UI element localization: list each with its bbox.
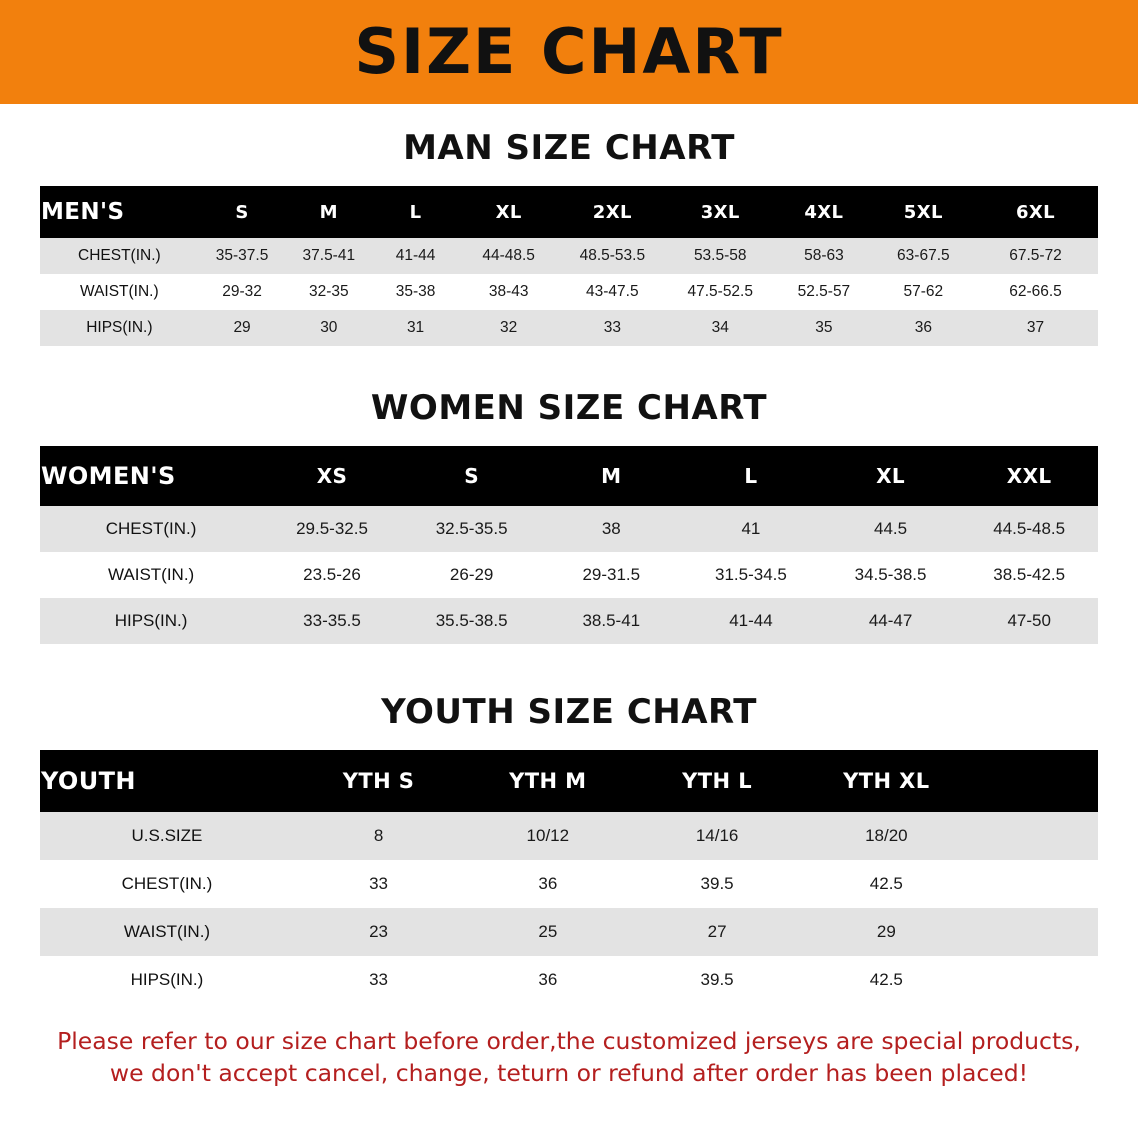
column-header-3xl: 3XL <box>666 186 774 238</box>
table-cell: 18/20 <box>802 812 971 860</box>
column-header-xl: XL <box>821 446 961 506</box>
order-policy-note <box>34 1026 1104 1089</box>
table-cell: 42.5 <box>802 860 971 908</box>
row-label: WAIST(IN.) <box>40 552 262 598</box>
column-header-yth-m: YTH M <box>463 750 632 812</box>
youth-table-body <box>40 812 1098 1004</box>
column-header-spacer <box>971 750 1098 812</box>
table-cell: 29-32 <box>199 274 286 310</box>
table-header-row <box>40 186 1098 238</box>
youth-header-label: YOUTH <box>40 750 294 812</box>
table-cell: 47.5-52.5 <box>666 274 774 310</box>
table-cell: 10/12 <box>463 812 632 860</box>
column-header-s: S <box>402 446 542 506</box>
table-row <box>40 274 1098 310</box>
table-cell: 25 <box>463 908 632 956</box>
column-header-l: L <box>372 186 459 238</box>
column-header-l: L <box>681 446 821 506</box>
column-header-yth-xl: YTH XL <box>802 750 971 812</box>
table-row <box>40 238 1098 274</box>
table-cell: 8 <box>294 812 463 860</box>
row-label: HIPS(IN.) <box>40 956 294 1004</box>
table-row <box>40 598 1098 644</box>
table-cell: 58-63 <box>774 238 873 274</box>
table-row <box>40 908 1098 956</box>
column-header-6xl: 6XL <box>973 186 1098 238</box>
man-table-wrap <box>0 186 1138 346</box>
table-cell: 62-66.5 <box>973 274 1098 310</box>
youth-section-title: YOUTH SIZE CHART <box>381 692 757 732</box>
table-row <box>40 812 1098 860</box>
table-cell: 38.5-41 <box>541 598 681 644</box>
column-header-s: S <box>199 186 286 238</box>
table-cell: 67.5-72 <box>973 238 1098 274</box>
women-header-label: WOMEN'S <box>40 446 262 506</box>
table-cell: 37 <box>973 310 1098 346</box>
table-cell: 38.5-42.5 <box>960 552 1098 598</box>
table-cell: 44.5-48.5 <box>960 506 1098 552</box>
table-cell: 38-43 <box>459 274 558 310</box>
youth-size-table <box>40 750 1098 1004</box>
table-cell: 35-37.5 <box>199 238 286 274</box>
table-row <box>40 956 1098 1004</box>
table-cell: 44.5 <box>821 506 961 552</box>
column-header-xl: XL <box>459 186 558 238</box>
women-size-table <box>40 446 1098 644</box>
note-line-2: we don't accept cancel, change, teturn or refund after order has been placed! <box>109 1058 1029 1087</box>
table-cell: 44-47 <box>821 598 961 644</box>
table-cell-spacer <box>971 956 1098 1004</box>
table-cell: 48.5-53.5 <box>558 238 666 274</box>
table-header-row <box>40 750 1098 812</box>
table-cell: 31 <box>372 310 459 346</box>
table-cell: 29.5-32.5 <box>262 506 402 552</box>
table-cell: 29-31.5 <box>541 552 681 598</box>
table-cell: 57-62 <box>874 274 973 310</box>
column-header-4xl: 4XL <box>774 186 873 238</box>
table-row <box>40 310 1098 346</box>
table-cell: 32.5-35.5 <box>402 506 542 552</box>
youth-table-head <box>40 750 1098 812</box>
women-table-head <box>40 446 1098 506</box>
column-header-m: M <box>285 186 372 238</box>
row-label: U.S.SIZE <box>40 812 294 860</box>
table-cell: 31.5-34.5 <box>681 552 821 598</box>
table-cell: 35.5-38.5 <box>402 598 542 644</box>
table-cell: 53.5-58 <box>666 238 774 274</box>
man-header-label: MEN'S <box>40 186 199 238</box>
table-cell: 33 <box>294 956 463 1004</box>
table-cell: 36 <box>463 860 632 908</box>
column-header-xxl: XXL <box>960 446 1098 506</box>
column-header-m: M <box>541 446 681 506</box>
man-table-body <box>40 238 1098 346</box>
table-cell: 29 <box>199 310 286 346</box>
table-cell: 47-50 <box>960 598 1098 644</box>
table-cell: 14/16 <box>632 812 801 860</box>
table-cell: 37.5-41 <box>285 238 372 274</box>
column-header-yth-l: YTH L <box>632 750 801 812</box>
table-cell: 41 <box>681 506 821 552</box>
table-cell: 44-48.5 <box>459 238 558 274</box>
table-cell: 63-67.5 <box>874 238 973 274</box>
page-title: SIZE CHART <box>354 15 784 88</box>
women-table-wrap <box>0 446 1138 644</box>
man-section-title: MAN SIZE CHART <box>403 128 735 168</box>
youth-table-wrap <box>0 750 1138 1004</box>
table-cell: 33 <box>558 310 666 346</box>
table-cell: 41-44 <box>681 598 821 644</box>
note-line-1: Please refer to our size chart before order,the customized jerseys are special products, <box>57 1027 1081 1055</box>
table-row <box>40 860 1098 908</box>
table-cell: 38 <box>541 506 681 552</box>
row-label: WAIST(IN.) <box>40 908 294 956</box>
women-table-body <box>40 506 1098 644</box>
row-label: CHEST(IN.) <box>40 860 294 908</box>
page-banner <box>0 0 1138 104</box>
table-cell: 23.5-26 <box>262 552 402 598</box>
table-cell-spacer <box>971 860 1098 908</box>
table-cell: 42.5 <box>802 956 971 1004</box>
table-cell: 39.5 <box>632 956 801 1004</box>
man-table-head <box>40 186 1098 238</box>
table-cell: 33-35.5 <box>262 598 402 644</box>
table-cell: 29 <box>802 908 971 956</box>
table-cell: 27 <box>632 908 801 956</box>
table-cell: 32 <box>459 310 558 346</box>
table-cell: 34 <box>666 310 774 346</box>
column-header-5xl: 5XL <box>874 186 973 238</box>
column-header-yth-s: YTH S <box>294 750 463 812</box>
women-section-title: WOMEN SIZE CHART <box>370 388 768 428</box>
table-row <box>40 552 1098 598</box>
table-cell: 33 <box>294 860 463 908</box>
column-header-2xl: 2XL <box>558 186 666 238</box>
man-size-table <box>40 186 1098 346</box>
table-cell: 26-29 <box>402 552 542 598</box>
row-label: HIPS(IN.) <box>40 310 199 346</box>
table-cell: 41-44 <box>372 238 459 274</box>
table-cell: 52.5-57 <box>774 274 873 310</box>
table-cell: 35-38 <box>372 274 459 310</box>
row-label: CHEST(IN.) <box>40 238 199 274</box>
row-label: WAIST(IN.) <box>40 274 199 310</box>
row-label: HIPS(IN.) <box>40 598 262 644</box>
table-cell: 39.5 <box>632 860 801 908</box>
table-cell: 23 <box>294 908 463 956</box>
table-cell: 32-35 <box>285 274 372 310</box>
table-cell: 35 <box>774 310 873 346</box>
table-cell: 34.5-38.5 <box>821 552 961 598</box>
row-label: CHEST(IN.) <box>40 506 262 552</box>
table-cell: 36 <box>874 310 973 346</box>
table-cell: 36 <box>463 956 632 1004</box>
table-cell: 43-47.5 <box>558 274 666 310</box>
table-header-row <box>40 446 1098 506</box>
table-cell: 30 <box>285 310 372 346</box>
table-cell-spacer <box>971 908 1098 956</box>
table-row <box>40 506 1098 552</box>
column-header-xs: XS <box>262 446 402 506</box>
table-cell-spacer <box>971 812 1098 860</box>
